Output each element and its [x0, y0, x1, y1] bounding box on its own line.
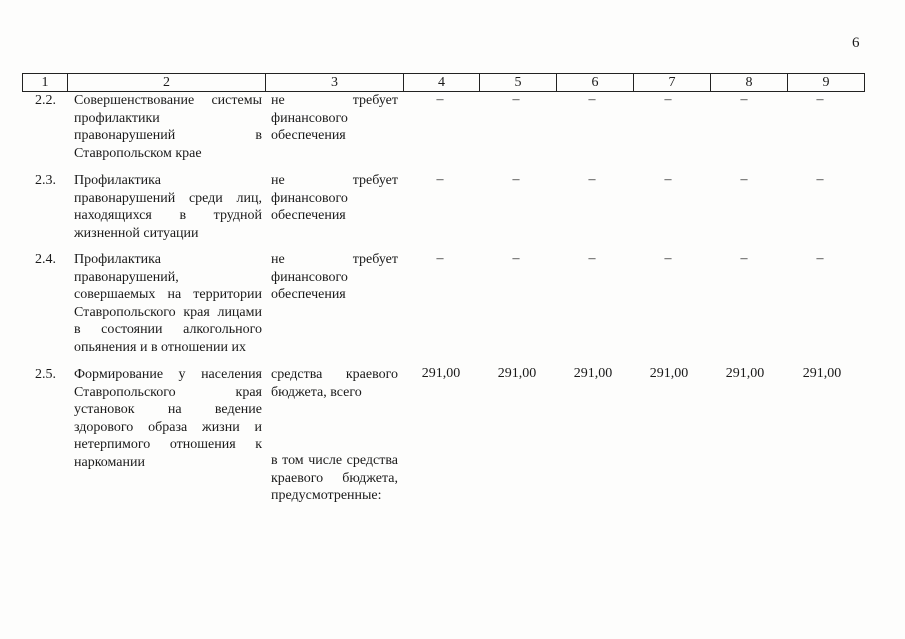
row-value: 291,00 — [725, 366, 765, 381]
column-header-8: 8 — [711, 74, 788, 92]
row-value: – — [740, 172, 748, 187]
page-number: 6 — [852, 35, 860, 51]
row-number: 2.4. — [35, 252, 56, 267]
row-value: – — [740, 92, 748, 107]
row-funding-source: не требует финансового обеспечения — [271, 252, 398, 302]
column-header-1: 1 — [23, 74, 68, 92]
row-name: Совершенствование системы профилактики правонарушений в Ставропольском крае — [74, 93, 262, 161]
column-header-4: 4 — [404, 74, 480, 92]
row-value: – — [436, 172, 444, 187]
row-value: – — [740, 251, 748, 266]
row-value: – — [512, 251, 520, 266]
row-value: – — [588, 251, 596, 266]
column-header-table — [22, 73, 865, 92]
row-name: Профилактика правонарушений среди лиц, находящихся в трудной жизненной ситуации — [74, 173, 262, 241]
column-header-row — [23, 74, 865, 92]
row-funding-source: не требует финансового обеспечения — [271, 173, 398, 223]
row-name: Формирование у населения Ставропольского края установок на ведение здорового образа жизни и нетерпимого отношения к наркомании — [74, 367, 262, 470]
column-header-6: 6 — [557, 74, 634, 92]
column-header-5: 5 — [480, 74, 557, 92]
row-number: 2.5. — [35, 367, 56, 382]
row-value: – — [816, 172, 824, 187]
row-funding-source: не требует финансового обеспечения — [271, 93, 398, 143]
row-value: – — [816, 92, 824, 107]
row-value: 291,00 — [649, 366, 689, 381]
row-value: – — [512, 172, 520, 187]
row-value: – — [588, 172, 596, 187]
row-funding-subsource: в том числе средства краевого бюджета, предусмотренные: — [271, 453, 398, 503]
row-value: – — [436, 92, 444, 107]
row-value: 291,00 — [421, 366, 461, 381]
row-number: 2.2. — [35, 93, 56, 108]
row-number: 2.3. — [35, 173, 56, 188]
column-header-2: 2 — [68, 74, 266, 92]
row-value: – — [588, 92, 596, 107]
row-value: – — [664, 172, 672, 187]
row-value: 291,00 — [573, 366, 613, 381]
row-value: – — [664, 251, 672, 266]
column-header-7: 7 — [634, 74, 711, 92]
row-value: – — [436, 251, 444, 266]
row-value: – — [816, 251, 824, 266]
row-name: Профилактика правонарушений, совершаемых на территории Ставропольского края лицами в состоянии алкогольного опьянения и в отношении их — [74, 252, 262, 355]
row-value: – — [512, 92, 520, 107]
column-header-9: 9 — [788, 74, 865, 92]
row-value: 291,00 — [497, 366, 537, 381]
row-value: 291,00 — [802, 366, 842, 381]
row-funding-source: средства краевого бюджета, всего — [271, 367, 398, 400]
column-header-3: 3 — [266, 74, 404, 92]
row-value: – — [664, 92, 672, 107]
